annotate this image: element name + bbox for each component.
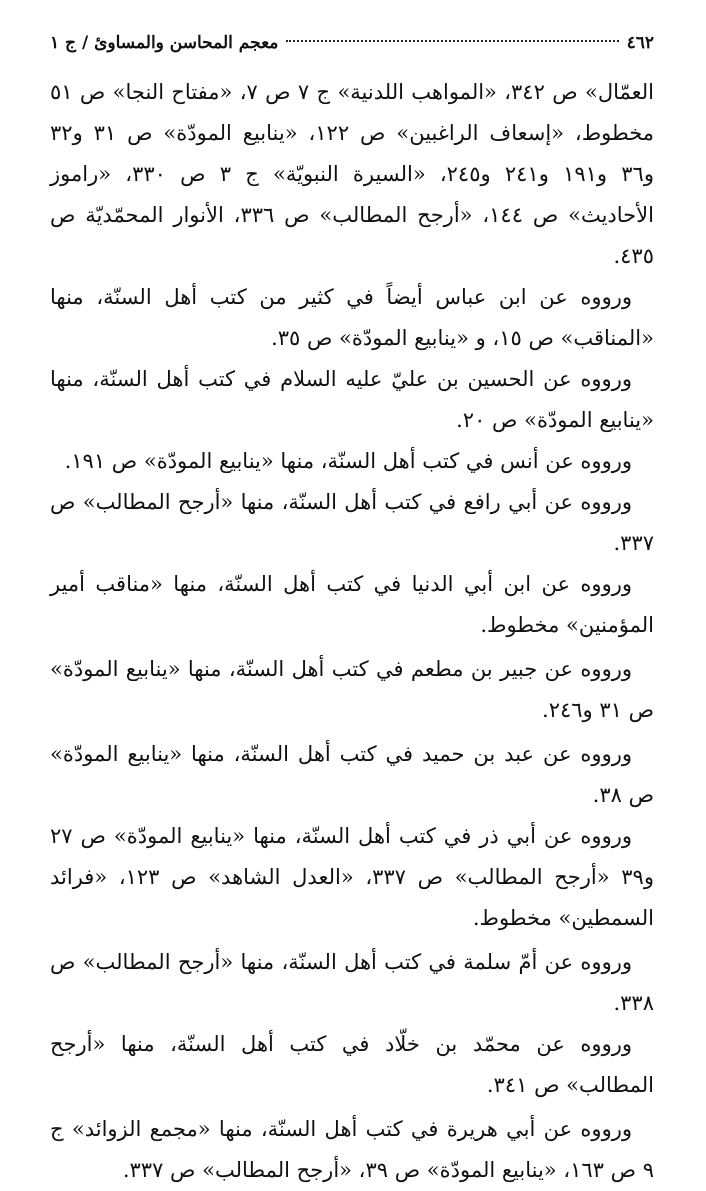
paragraph-continued-sources: العمّال» ص ٣٤٢، «المواهب اللدنية» ج ٧ ص ٧، «مفتاح النجا» ص ٥١ مخطوط، «إسعاف الراغبين» ص ١٢٢، «ينابيع المودّة» ص ٣١ و٣٢ و٣٦ و١٩١ و٢٤١ و٢٤٥، «السيرة النبويّة» ج ٣ ص ٣٣٠، «راموز الأحاديث» ص ١٤٤، «أرجح المطالب» ص ٣٣٦، الأنوار المحمّديّة ص ٤٣٥. <box>50 80 654 268</box>
page-body <box>50 72 654 1191</box>
page-number: ٤٦٢ <box>626 33 654 53</box>
header-leader-dots <box>286 40 618 42</box>
paragraph-abu-hurayra: ورووه عن أبي هريرة في كتب أهل السنّة، منها «مجمع الزوائد» ج ٩ ص ١٦٣، «ينابيع المودّة» ص ٣٩، «أرجح المطالب» ص ٣٣٧. <box>50 1117 654 1182</box>
paragraph-muhammad-bin-khallad: ورووه عن محمّد بن خلّاد في كتب أهل السنّة، منها «أرجح المطالب» ص ٣٤١. <box>50 1032 654 1097</box>
paragraph-anas: ورووه عن أنس في كتب أهل السنّة، منها «ينابيع المودّة» ص ١٩١. <box>64 449 632 473</box>
paragraph-abd-bin-humayd: ورووه عن عبد بن حميد في كتب أهل السنّة، منها «ينابيع المودّة» ص ٣٨. <box>50 742 654 807</box>
paragraph-jubayr: ورووه عن جبير بن مطعم في كتب أهل السنّة، منها «ينابيع المودّة» ص ٣١ و٢٤٦. <box>50 657 654 722</box>
paragraph-husayn: ورووه عن الحسين بن عليّ عليه السلام في كتب أهل السنّة، منها «ينابيع المودّة» ص ٢٠. <box>50 367 654 432</box>
paragraph-abu-rafi: ورووه عن أبي رافع في كتب أهل السنّة، منها «أرجح المطالب» ص ٣٣٧. <box>50 490 654 555</box>
running-header <box>50 28 654 58</box>
running-title: معجم المحاسن والمساوئ / ج ١ <box>50 33 279 53</box>
paragraph-ibn-abbas: ورووه عن ابن عباس أيضاً في كثير من كتب أهل السنّة، منها «المناقب» ص ١٥، و «ينابيع المودّة» ص ٣٥. <box>50 285 654 350</box>
paragraph-abu-dhar: ورووه عن أبي ذر في كتب أهل السنّة، منها «ينابيع المودّة» ص ٢٧ و٣٩ «أرجح المطالب» ص ٣٣٧، «العدل الشاهد» ص ١٢٣، «فرائد السمطين» مخطوط. <box>50 824 654 930</box>
paragraph-umm-salama: ورووه عن أمّ سلمة في كتب أهل السنّة، منها «أرجح المطالب» ص ٣٣٨. <box>50 950 654 1015</box>
paragraph-ibn-abi-aldunya: ورووه عن ابن أبي الدنيا في كتب أهل السنّة، منها «مناقب أمير المؤمنين» مخطوط. <box>50 572 654 637</box>
